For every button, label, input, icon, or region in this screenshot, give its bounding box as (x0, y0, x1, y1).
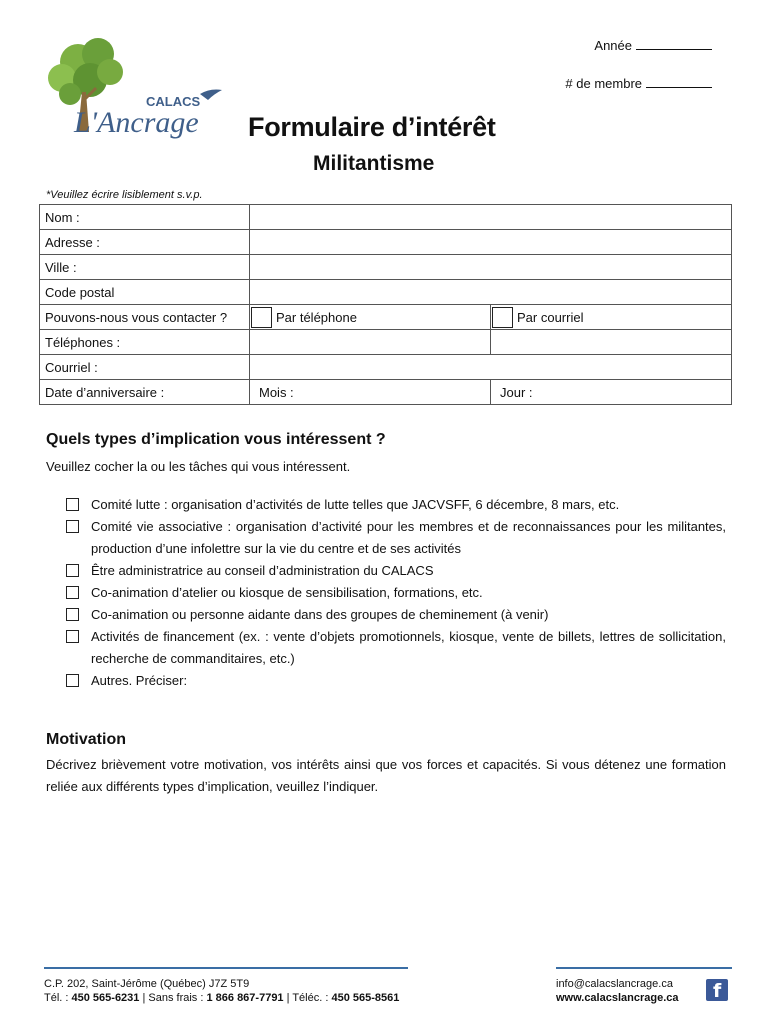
list-item[interactable] (66, 604, 726, 626)
involvement-intro: Veuillez cocher la ou les tâches qui vous intéressent. (46, 459, 351, 474)
motivation-instructions: Décrivez brièvement votre motivation, vos intérêts ainsi que vos forces et capacités. Si vous détenez une formation reliée aux différents types d’implication, veuillez l’indiquer. (46, 757, 726, 794)
fax-label: | Téléc. : (286, 992, 329, 1004)
phone-option-label: Par téléphone (276, 309, 357, 325)
email-label: Courriel : (40, 355, 250, 380)
day-label: Jour : (500, 384, 533, 400)
name-label: Nom : (40, 205, 250, 230)
phone-contact-option[interactable] (250, 305, 491, 330)
member-number-field[interactable] (565, 76, 712, 91)
phones-label: Téléphones : (40, 330, 250, 355)
table-row (40, 230, 732, 255)
page-subtitle: Militantisme (313, 152, 435, 175)
table-row (40, 355, 732, 380)
checkbox[interactable] (66, 520, 79, 533)
task-text: Co-animation ou personne aidante dans des groupes de cheminement (à venir) (91, 607, 549, 622)
checkbox[interactable] (66, 586, 79, 599)
page-title: Formulaire d’intérêt (248, 112, 496, 142)
list-item[interactable] (66, 494, 726, 516)
footer-email-link[interactable]: info@calacslancrage.ca (556, 978, 673, 990)
task-text: Être administratrice au conseil d’administration du CALACS (91, 563, 434, 578)
postal-code-label: Code postal (40, 280, 250, 305)
calacs-logo (40, 32, 230, 152)
email-contact-option[interactable] (491, 305, 732, 330)
month-input[interactable] (250, 380, 491, 405)
task-text: Activités de financement (ex. : vente d’objets promotionnels, kiosque, vente de billets, lettres de sollicitation, recherche de commanditaires, etc.) (91, 629, 726, 666)
phone-checkbox[interactable] (251, 307, 272, 328)
involvement-heading: Quels types d’implication vous intéressent ? (46, 431, 386, 448)
checkbox[interactable] (66, 498, 79, 511)
month-label: Mois : (259, 384, 294, 400)
day-input[interactable] (491, 380, 732, 405)
legibility-note: *Veuillez écrire lisiblement s.v.p. (46, 189, 203, 201)
task-text: Co-animation d’atelier ou kiosque de sensibilisation, formations, etc. (91, 585, 483, 600)
table-row (40, 305, 732, 330)
address-input[interactable] (250, 230, 732, 255)
phone-input-2[interactable] (491, 330, 732, 355)
checkbox[interactable] (66, 564, 79, 577)
tollfree-number: 1 866 867-7791 (206, 992, 284, 1004)
table-row (40, 255, 732, 280)
fax-number: 450 565-8561 (331, 992, 400, 1004)
checkbox[interactable] (66, 674, 79, 687)
birthday-label: Date d’anniversaire : (40, 380, 250, 405)
footer-phones (44, 992, 399, 1004)
table-row (40, 330, 732, 355)
table-row (40, 280, 732, 305)
postal-code-input[interactable] (250, 280, 732, 305)
list-item[interactable] (66, 560, 726, 582)
year-field[interactable] (594, 38, 712, 53)
city-label: Ville : (40, 255, 250, 280)
footer-divider-left (44, 967, 408, 969)
city-input[interactable] (250, 255, 732, 280)
task-text: Comité lutte : organisation d’activités de lutte telles que JACVSFF, 6 décembre, 8 mars, etc. (91, 497, 620, 512)
table-row (40, 205, 732, 230)
checkbox[interactable] (66, 608, 79, 621)
task-text: Comité vie associative : organisation d’activité pour les membres et de reconnaissances pour les militantes, production d’une infolettre sur la vie du centre et de ses activités (91, 519, 726, 556)
email-checkbox[interactable] (492, 307, 513, 328)
involvement-task-list (66, 494, 726, 692)
member-label: # de membre (565, 76, 642, 91)
logo-small-text: CALACS (146, 94, 201, 109)
email-option-label: Par courriel (517, 309, 584, 325)
contact-label: Pouvons-nous vous contacter ? (40, 305, 250, 330)
facebook-icon[interactable]: f (706, 979, 728, 1001)
list-item[interactable] (66, 582, 726, 604)
tel-label: Tél. : (44, 992, 69, 1004)
task-text: Autres. Préciser: (91, 673, 188, 688)
table-row (40, 380, 732, 405)
email-input[interactable] (250, 355, 732, 380)
list-item[interactable] (66, 626, 726, 670)
address-label: Adresse : (40, 230, 250, 255)
motivation-heading: Motivation (46, 731, 126, 748)
bird-icon (200, 90, 222, 101)
footer-website-link[interactable]: www.calacslancrage.ca (556, 992, 679, 1004)
phone-input-1[interactable] (250, 330, 491, 355)
list-item[interactable] (66, 516, 726, 560)
footer-address: C.P. 202, Saint-Jérôme (Québec) J7Z 5T9 (44, 978, 250, 990)
logo-script-text: L'Ancrage (74, 106, 199, 139)
contact-info-table (39, 204, 732, 405)
tel-number: 450 565-6231 (71, 992, 140, 1004)
tollfree-label: | Sans frais : (142, 992, 204, 1004)
footer-divider-right (556, 967, 732, 969)
year-label: Année (594, 38, 632, 53)
checkbox[interactable] (66, 630, 79, 643)
list-item[interactable] (66, 670, 726, 692)
name-input[interactable] (250, 205, 732, 230)
